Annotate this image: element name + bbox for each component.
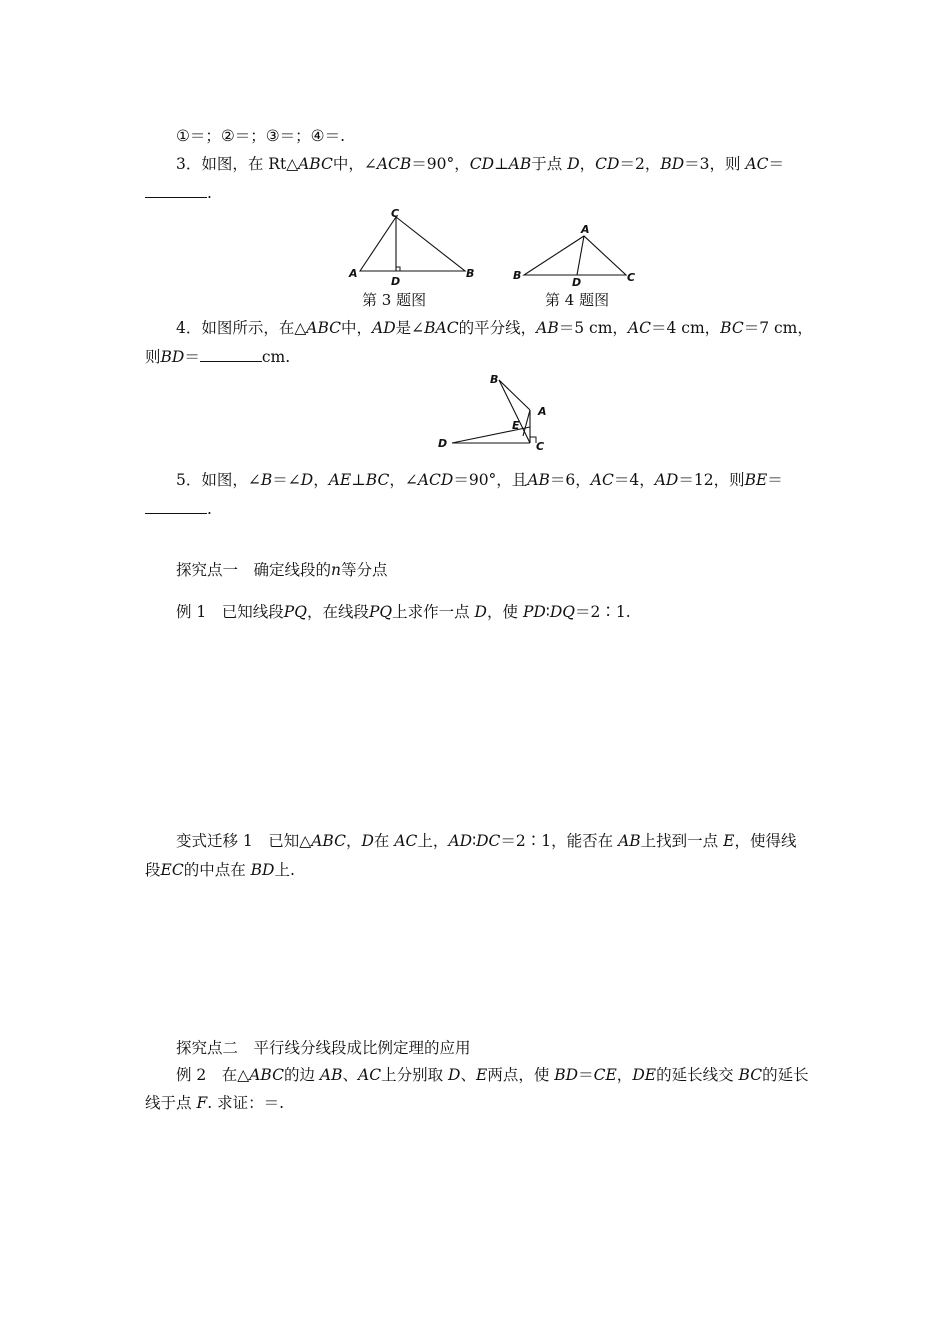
fig3-label-c: C bbox=[391, 207, 400, 220]
q5-text: ACD bbox=[417, 471, 454, 489]
answer-text: ①＝；②＝；③＝；④＝. bbox=[176, 127, 346, 145]
fig5-label-e: E bbox=[512, 419, 520, 432]
q5-text: 5．如图，∠ bbox=[176, 471, 261, 489]
q3-text: ， bbox=[579, 155, 596, 173]
q3-text: AB bbox=[508, 155, 532, 173]
fig4-label-a: A bbox=[581, 223, 590, 236]
example-2-line1 bbox=[176, 1065, 809, 1085]
v1-text: 上， bbox=[417, 832, 449, 850]
ex2-text: ABC bbox=[249, 1066, 284, 1084]
q5-text: . bbox=[207, 500, 212, 518]
q3-text: D bbox=[567, 155, 580, 173]
ex2-text: 例 2 在△ bbox=[176, 1066, 250, 1084]
q3-text: AC bbox=[745, 155, 769, 173]
q4-text: ＝ bbox=[184, 348, 200, 366]
ex1-text: PQ bbox=[368, 603, 393, 621]
v1-text: 在 bbox=[373, 832, 390, 850]
figure-4 bbox=[510, 222, 640, 289]
ex2-text: F bbox=[196, 1094, 208, 1112]
ex1-text: PQ bbox=[283, 603, 307, 621]
q3-text: 中，∠ bbox=[332, 155, 377, 173]
ex1-text: D bbox=[474, 603, 487, 621]
q5-text: AE bbox=[328, 471, 352, 489]
q3-text: ＝2， bbox=[619, 155, 661, 173]
ex1-text: 例 1 已知线段 bbox=[176, 603, 284, 621]
answer-blank[interactable] bbox=[200, 347, 262, 362]
ex1-text: ∶ bbox=[545, 603, 550, 621]
v1-text: AD bbox=[448, 832, 473, 850]
ex2-text: 两点，使 bbox=[487, 1066, 550, 1084]
section-1-text: 等分点 bbox=[341, 561, 388, 579]
section-heading-2 bbox=[176, 1038, 471, 1058]
v1-text: 上. bbox=[274, 861, 295, 879]
ex2-text: 的边 bbox=[283, 1066, 315, 1084]
question-3-line1 bbox=[176, 154, 784, 174]
ex2-text: 的延长线交 bbox=[656, 1066, 734, 1084]
ex1-text: 上求作一点 bbox=[392, 603, 470, 621]
v1-text: AB bbox=[618, 832, 641, 850]
ex2-text: 的延长 bbox=[762, 1066, 809, 1084]
q4-text: 中， bbox=[341, 319, 373, 337]
caption-figure-4: 第 4 题图 bbox=[545, 291, 610, 309]
q5-text: B bbox=[260, 471, 273, 489]
q4-text: BC bbox=[720, 319, 744, 337]
q4-text: 的平分线， bbox=[458, 319, 537, 337]
answer-blank[interactable] bbox=[145, 183, 207, 198]
ex2-text: 上分别取 bbox=[381, 1066, 444, 1084]
ex1-text: ，在线段 bbox=[306, 603, 369, 621]
q5-text: BC bbox=[365, 471, 390, 489]
figure-3 bbox=[340, 205, 480, 288]
fig3-label-b: B bbox=[466, 267, 475, 280]
section-2-text: 探究点二 平行线分线段成比例定理的应用 bbox=[176, 1039, 471, 1057]
q3-text: ABC bbox=[298, 155, 333, 173]
q3-text: 3．如图，在 Rt△ bbox=[176, 155, 299, 173]
v1-text: BD bbox=[250, 861, 275, 879]
question-5-line2 bbox=[145, 499, 212, 519]
v1-text: DC bbox=[476, 832, 501, 850]
v1-text: ，使得线 bbox=[734, 832, 797, 850]
q5-text: ＝∠ bbox=[272, 471, 301, 489]
fig5-label-a: A bbox=[538, 405, 547, 418]
q4-text: cm. bbox=[261, 348, 291, 366]
q5-text: AB bbox=[527, 471, 550, 489]
q4-text: ABC bbox=[306, 319, 342, 337]
ex1-text: DQ bbox=[549, 603, 575, 621]
variant-1-line1 bbox=[176, 831, 796, 851]
q5-text: ＝12，则 bbox=[678, 471, 745, 489]
q3-text: ⊥ bbox=[494, 155, 509, 173]
ex2-text: . 求证：＝. bbox=[207, 1094, 285, 1112]
v1-text: AC bbox=[394, 832, 418, 850]
q4-text: 4．如图所示，在△ bbox=[176, 319, 307, 337]
v1-text: 的中点在 bbox=[183, 861, 246, 879]
section-1-text: 探究点一 确定线段的 bbox=[176, 561, 332, 579]
fig3-label-d: D bbox=[391, 275, 401, 288]
q3-text: BD bbox=[660, 155, 685, 173]
caption-figure-3: 第 3 题图 bbox=[362, 291, 427, 309]
ex2-text: AC bbox=[358, 1066, 382, 1084]
q4-text: ＝7 cm， bbox=[743, 319, 813, 337]
section-1-text: n bbox=[331, 561, 341, 579]
q4-text: AB bbox=[536, 319, 559, 337]
ex2-text: 、 bbox=[460, 1066, 476, 1084]
q5-text: ⊥ bbox=[351, 471, 366, 489]
q4-text: 是∠ bbox=[395, 319, 425, 337]
variant-1-line2 bbox=[145, 860, 295, 880]
q5-text: ＝6， bbox=[549, 471, 591, 489]
answer-line bbox=[176, 126, 345, 146]
example-2-line2 bbox=[145, 1093, 284, 1113]
question-5-line1 bbox=[176, 470, 783, 490]
v1-text: 段 bbox=[145, 861, 161, 879]
q5-text: AC bbox=[590, 471, 614, 489]
fig3-label-a: A bbox=[349, 267, 358, 280]
ex2-text: BC bbox=[738, 1066, 763, 1084]
ex2-text: AB bbox=[319, 1066, 343, 1084]
v1-text: 上找到一点 bbox=[640, 832, 719, 850]
ex1-text: PD bbox=[522, 603, 546, 621]
ex2-text: ， bbox=[616, 1066, 633, 1084]
fig5-label-d: D bbox=[438, 437, 448, 450]
ex2-text: BD bbox=[554, 1066, 579, 1084]
question-3-line2 bbox=[145, 183, 212, 203]
ex2-text: CE bbox=[593, 1066, 617, 1084]
q3-text: 于点 bbox=[531, 155, 563, 173]
q5-text: BE bbox=[744, 471, 768, 489]
q5-text: ，∠ bbox=[389, 471, 418, 489]
ex2-text: E bbox=[475, 1066, 488, 1084]
ex2-text: ＝ bbox=[578, 1066, 594, 1084]
q3-text: . bbox=[207, 184, 212, 202]
q4-text: BD bbox=[160, 348, 185, 366]
v1-text: ∶ bbox=[472, 832, 477, 850]
ex2-text: D bbox=[448, 1066, 461, 1084]
fig4-label-c: C bbox=[627, 271, 636, 284]
v1-text: ABC bbox=[311, 832, 346, 850]
ex2-text: DE bbox=[632, 1066, 657, 1084]
q5-text: ＝ bbox=[767, 471, 783, 489]
q3-text: ＝ bbox=[768, 155, 785, 173]
fig4-label-d: D bbox=[572, 276, 582, 289]
q4-text: ＝4 cm， bbox=[650, 319, 721, 337]
fig4-label-b: B bbox=[513, 269, 522, 282]
fig5-label-c: C bbox=[536, 440, 545, 453]
q4-text: BAC bbox=[424, 319, 459, 337]
q5-text: ＝90°，且 bbox=[453, 471, 528, 489]
v1-text: EC bbox=[160, 861, 184, 879]
ex2-text: 、 bbox=[342, 1066, 359, 1084]
figure-5 bbox=[430, 370, 560, 452]
q3-text: ＝90°， bbox=[411, 155, 470, 173]
question-4-line1 bbox=[176, 318, 813, 338]
q4-text: AC bbox=[627, 319, 651, 337]
fig5-label-b: B bbox=[490, 373, 499, 386]
q4-text: ＝5 cm， bbox=[558, 319, 628, 337]
v1-text: D bbox=[361, 832, 374, 850]
ex1-text: ＝2∶1. bbox=[574, 603, 631, 621]
q3-text: CD bbox=[595, 155, 620, 173]
q4-text: 则 bbox=[145, 348, 161, 366]
q4-text: AD bbox=[372, 319, 396, 337]
v1-text: ， bbox=[345, 832, 362, 850]
example-1 bbox=[176, 602, 631, 622]
ex2-text: 线于点 bbox=[145, 1094, 192, 1112]
question-4-line2 bbox=[145, 347, 290, 367]
v1-text: E bbox=[723, 832, 735, 850]
ex1-text: ，使 bbox=[486, 603, 518, 621]
q5-text: ＝4， bbox=[613, 471, 655, 489]
q3-text: CD bbox=[469, 155, 495, 173]
answer-blank[interactable] bbox=[145, 499, 207, 514]
v1-text: ＝2∶1，能否在 bbox=[500, 832, 614, 850]
q3-text: ACB bbox=[376, 155, 412, 173]
q5-text: D bbox=[300, 471, 314, 489]
v1-text: 变式迁移 1 已知△ bbox=[176, 832, 312, 850]
section-heading-1 bbox=[176, 560, 388, 580]
q5-text: ， bbox=[313, 471, 329, 489]
q5-text: AD bbox=[654, 471, 679, 489]
q3-text: ＝3，则 bbox=[684, 155, 741, 173]
